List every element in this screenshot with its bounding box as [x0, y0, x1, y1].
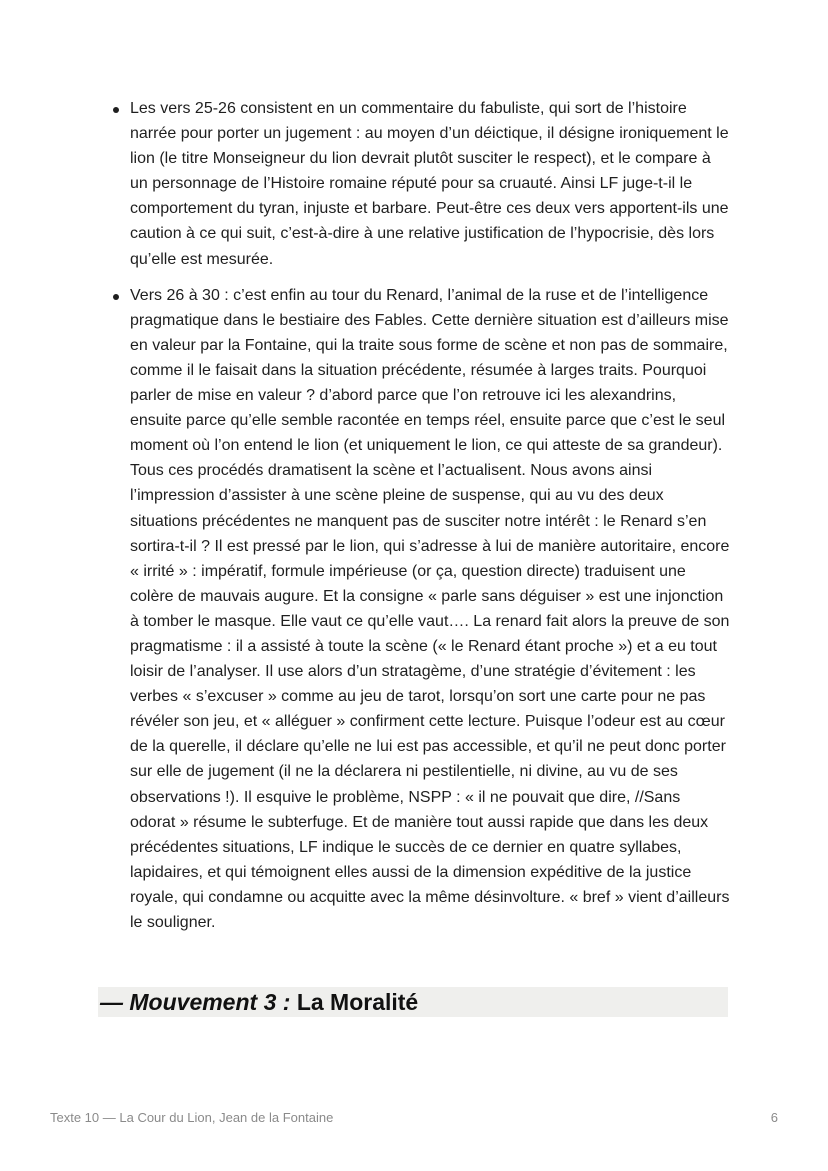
section-heading-title: La Moralité [296, 989, 419, 1015]
section-heading-prefix: — Mouvement 3 : [100, 989, 291, 1015]
section-heading-mouvement-3 [98, 987, 728, 1017]
commentary-list [0, 96, 828, 935]
bullet-vers-25-26: Les vers 25-26 consistent en un commentaire du fabuliste, qui sort de l’histoire narrée pour porter un jugement : au moyen d’un déictique, il désigne ironiquement le lion (le titre Monseigneur du lion devrait plutôt susciter le respect), et le compare à un personnage de l’Histoire romaine réputé pour sa cruauté. Ainsi LF juge-t-il le comportement du tyran, injuste et barbare. Peut-être ces deux vers apportent-ils une caution à ce qui suit, c’est-à-dire à une relative justification de l’hypocrisie, dès lors qu’elle est mesurée. [130, 96, 730, 272]
footer-page-number: 6 [770, 1110, 778, 1125]
document-body [0, 96, 828, 946]
bullet-vers-26-30: Vers 26 à 30 : c’est enfin au tour du Renard, l’animal de la ruse et de l’intelligence pragmatique dans le bestiaire des Fables. Cette dernière situation est d’ailleurs mise en valeur par la Fontaine, qui la traite sous forme de scène et non pas de sommaire, comme il le faisait dans la situation précédente, résumée à larges traits. Pourquoi parler de mise en valeur ? d’abord parce que l’on retrouve ici les alexandrins, ensuite parce qu’elle semble racontée en temps réel, ensuite parce que c’est le seul moment où l’on entend le lion (et uniquement le lion, ce qui atteste de sa grandeur). Tous ces procédés dramatisent la scène et l’actualisent. Nous avons ainsi l’impression d’assister à une scène pleine de suspense, qui au vu des deux situations précédentes ne manquent pas de susciter notre intérêt : le Renard s’en sortira-t-il ? Il est pressé par le lion, qui s’adresse à lui de manière autoritaire, encore « irrité » : impératif, formule impérieuse (or ça, question directe) traduisent une colère de mauvais augure. Et la consigne « parle sans déguiser » est une injonction à tomber le masque. Elle vaut ce qu’elle vaut…. La renard fait alors la preuve de son pragmatisme : il a assisté à toute la scène (« le Renard étant proche ») et a eu tout loisir de l’analyser. Il use alors d’un stratagème, d’une stratégie d’évitement : les verbes « s’excuser » comme au jeu de tarot, lorsqu’on sort une carte pour ne pas révéler son jeu, et « alléguer » confirment cette lecture. Puisque l’odeur est au cœur de la querelle, il déclare qu’elle ne lui est pas accessible, et qu’il ne peut donc porter sur elle de jugement (il ne la déclarera ni pestilentielle, ni divine, au vu de ses observations !). Il esquive le problème, NSPP : « il ne pouvait que dire, //Sans odorat » résume le subterfuge. Et de manière tout aussi rapide que dans les deux précédentes situations, LF indique le succès de ce dernier en quatre syllabes, lapidaires, et qui témoignent elles aussi de la dimension expéditive de la justice royale, qui condamne ou acquitte avec la même désinvolture. « bref » vient d’ailleurs le souligner. [130, 283, 730, 935]
footer-document-title: Texte 10 — La Cour du Lion, Jean de la Fontaine [50, 1110, 334, 1125]
